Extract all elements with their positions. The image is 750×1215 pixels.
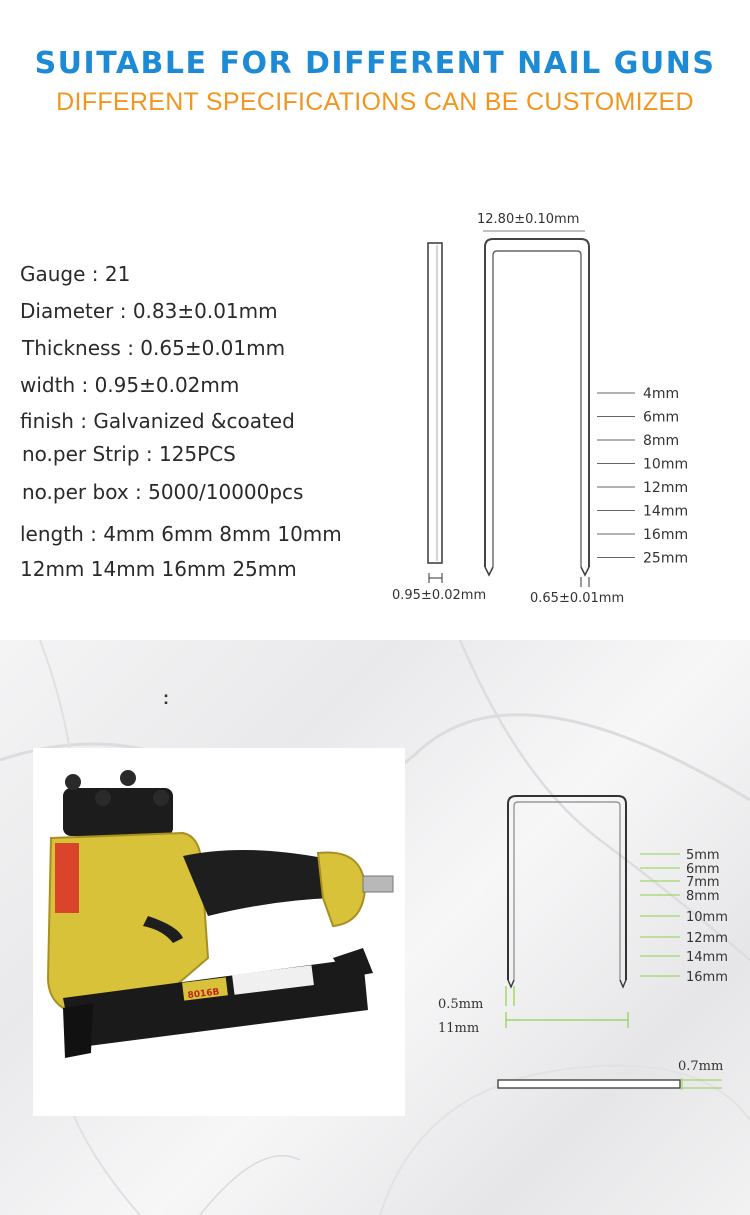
length-label: 25mm [643, 550, 689, 567]
wire-side-b [498, 1080, 680, 1088]
spec-length-1: length : 4mm 6mm 8mm 10mm [20, 522, 342, 546]
spec-per-strip: no.per Strip : 125PCS [22, 442, 236, 466]
warning-label [55, 843, 79, 913]
wire-thickness-label: 0.65±0.01mm [530, 591, 625, 606]
nail-gun-image [33, 748, 405, 1116]
staple-diagram-bottom [430, 780, 750, 1100]
page-title: SUITABLE FOR DIFFERENT NAIL GUNS [34, 46, 716, 81]
length-label: 16mm [643, 527, 689, 543]
wire-width-label: 0.95±0.02mm [392, 588, 487, 603]
crown-width-label-b: 11mm [438, 1021, 480, 1036]
length-label: 10mm [643, 456, 689, 473]
gun-model-label: 8016B [187, 987, 221, 1002]
staple-b-tip-right [620, 980, 626, 987]
bolt-3 [153, 790, 169, 806]
spec-length-2: 12mm 14mm 16mm 25mm [20, 557, 297, 581]
wire-side-view [428, 243, 442, 563]
spec-diameter: Diameter : 0.83±0.01mm [20, 299, 278, 323]
gun-rear [318, 852, 365, 926]
staple-tip-left [485, 567, 493, 575]
nail-gun-illustration [33, 748, 405, 1116]
spec-thickness: Thickness : 0.65±0.01mm [22, 336, 286, 360]
staple-inner [493, 251, 581, 567]
spec-per-box: no.per box : 5000/10000pcs [22, 480, 304, 504]
length-label: 14mm [643, 503, 689, 520]
bolt-2 [120, 770, 136, 786]
page-subtitle: DIFFERENT SPECIFICATIONS CAN BE CUSTOMIZED [56, 88, 694, 116]
length-label: 8mm [643, 433, 680, 449]
length-label: 6mm [643, 409, 680, 426]
staple-b-outer [508, 796, 626, 980]
length-scale-bottom [640, 848, 728, 985]
length-label: 16mm [686, 970, 728, 985]
leg-width-label: 0.5mm [438, 997, 484, 1012]
staple-tip-right [581, 567, 589, 575]
lower-section [0, 640, 750, 1215]
staple-drawing-top [385, 195, 705, 615]
length-scale-top [597, 386, 688, 567]
length-label: 5mm [686, 848, 720, 863]
crown-width-label: 12.80±0.10mm [477, 212, 580, 227]
spec-finish: finish : Galvanized &coated [20, 409, 295, 433]
thickness-label-b: 0.7mm [678, 1059, 724, 1074]
length-label: 10mm [686, 910, 728, 925]
staple-b-tip-left [508, 980, 514, 987]
length-label: 8mm [686, 889, 720, 904]
bolt-4 [95, 790, 111, 806]
length-label: 14mm [686, 950, 728, 965]
spec-gauge: Gauge : 21 [20, 262, 131, 286]
spec-width: width : 0.95±0.02mm [20, 373, 240, 397]
header [0, 0, 750, 130]
length-label: 12mm [686, 931, 728, 946]
length-label: 6mm [686, 862, 720, 877]
staple-drawing-bottom [430, 780, 750, 1100]
marble-vein-5 [200, 1156, 300, 1215]
staple-diagram-top [385, 195, 705, 615]
air-fitting [363, 876, 393, 892]
staple-outer [485, 239, 589, 567]
length-label: 12mm [643, 480, 689, 496]
length-label: 7mm [686, 875, 720, 890]
gun-handle [183, 850, 333, 916]
bolt-1 [65, 774, 81, 790]
colon-mark: : [163, 688, 169, 708]
length-label: 4mm [643, 386, 680, 402]
staple-b-inner [514, 802, 620, 980]
gun-nose [63, 1003, 93, 1058]
